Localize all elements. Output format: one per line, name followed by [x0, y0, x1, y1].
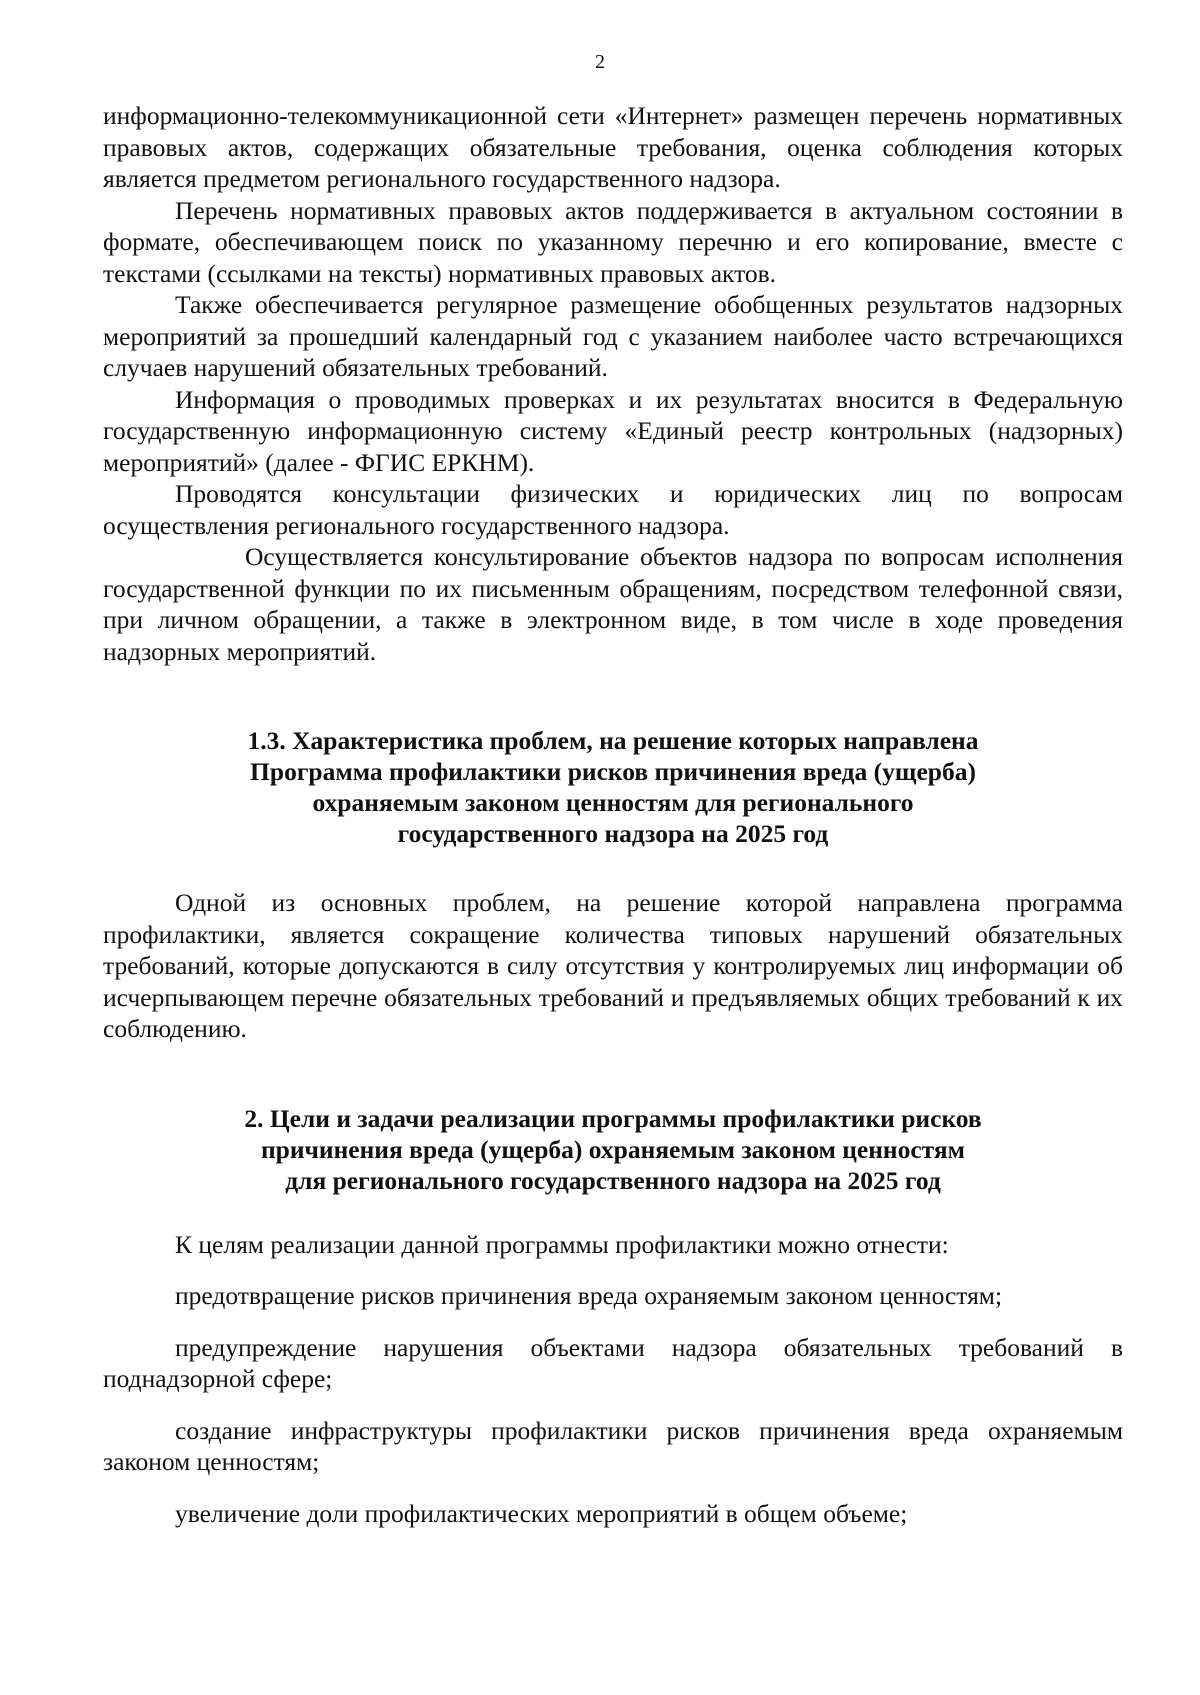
section-1-3-heading: [103, 725, 1123, 849]
intro-paragraph: Осуществляется консультирование объектов надзора по вопросам исполнения государственной функции по их письменным обращениям, посредством телефонной связи, при личном обращении, а также в электронном виде, в том числе в ходе проведения надзорных мероприятий.: [103, 542, 1123, 666]
heading-line: для регионального государственного надзора на 2025 год: [285, 1165, 941, 1195]
heading-line: 1.3. Характеристика проблем, на решение которых направлена: [247, 726, 979, 755]
intro-paragraph: Перечень нормативных правовых актов поддерживается в актуальном состоянии в формате, обеспечивающем поиск по указанному перечню и его копирование, вместе с текстами (ссылками на тексты) нормативных правовых актов.: [103, 195, 1123, 288]
heading-line: Программа профилактики рисков причинения вреда (ущерба): [250, 757, 976, 786]
goals-list-item: К целям реализации данной программы профилактики можно отнести:: [175, 1229, 949, 1259]
document-body: [103, 100, 1123, 1549]
goals-list-item: предотвращение рисков причинения вреда охраняемым законом ценностям;: [175, 1281, 1003, 1310]
intro-paragraph: Также обеспечивается регулярное размещение обобщенных результатов надзорных мероприятий за прошедший календарный год с указанием наиболее часто встречающихся случаев нарушений обязательных требований.: [103, 290, 1123, 382]
intro-paragraph: информационно-телекоммуникационной сети «Интернет» размещен перечень нормативных правовых актов, содержащих обязательные требования, оценка соблюдения которых является предметом регионального государственного надзора.: [103, 101, 1123, 193]
heading-line: государственного надзора на 2025 год: [397, 819, 829, 848]
section-1-3-paragraph: Одной из основных проблем, на решение которой направлена программа профилактики, является сокращение количества типовых нарушений обязательных требований, которые допускаются в силу отсутствия у контролируемых лиц информации об исчерпывающем перечне обязательных требований и предъявляемых общих требований к их соблюдению.: [103, 888, 1123, 1043]
heading-line: охраняемым законом ценностям для регионального: [312, 788, 914, 817]
goals-list-item: предупреждение нарушения объектами надзора обязательных требований в поднадзорной сфере;: [103, 1332, 1123, 1393]
intro-paragraph: Информация о проводимых проверках и их результатах вносится в Федеральную государственную информационную систему «Единый реестр контрольных (надзорных) мероприятий» (далее - ФГИС ЕРКНМ).: [103, 384, 1123, 477]
intro-paragraph: Проводятся консультации физических и юридических лиц по вопросам осуществления регионального государственного надзора.: [103, 479, 1123, 540]
heading-line: 2. Цели и задачи реализации программы профилактики рисков: [244, 1103, 982, 1133]
goals-list-item: увеличение доли профилактических мероприятий в общем объеме;: [175, 1498, 908, 1528]
section-2-heading: [103, 1103, 1123, 1196]
goals-list-item: создание инфраструктуры профилактики рисков причинения вреда охраняемым законом ценностям;: [103, 1415, 1123, 1476]
heading-line: причинения вреда (ущерба) охраняемым законом ценностям: [260, 1134, 966, 1164]
page-number: 2: [595, 51, 605, 73]
